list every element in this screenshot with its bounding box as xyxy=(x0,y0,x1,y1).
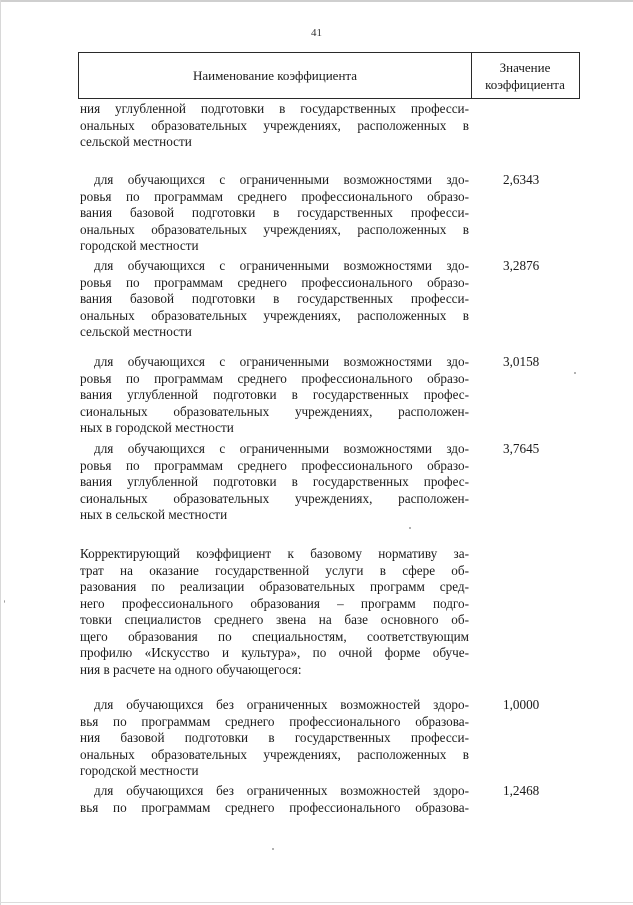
row-text-line: сельской местности xyxy=(80,134,192,149)
table-row xyxy=(80,783,469,816)
table-row xyxy=(80,354,469,437)
table-row xyxy=(80,697,469,780)
row-text-line: городской местности xyxy=(80,238,199,253)
row-text-line: вья по программам среднего профессионального образова- xyxy=(80,799,469,815)
row-text-line: ональных образовательных учреждениях, расположенных в xyxy=(80,746,469,762)
scan-speck xyxy=(574,372,576,374)
table-row xyxy=(80,441,469,524)
row-text-line: вания углубленной подготовки в государственных профес- xyxy=(80,387,469,402)
row-text-line: сиональных образовательных учреждениях, расположен- xyxy=(80,490,469,506)
coefficient-value: 3,0158 xyxy=(503,354,540,369)
row-text-line: ровья по программам среднего профессионального образо- xyxy=(80,457,469,473)
coefficient-value: 1,0000 xyxy=(503,697,540,712)
row-text-line: ных в сельской местности xyxy=(80,507,228,522)
row-text-line: ональных образовательных учреждениях, расположенных в xyxy=(80,117,469,133)
table-row xyxy=(80,172,469,255)
scan-speck xyxy=(272,848,274,850)
row-text-line: него профессионального образования – программ подго- xyxy=(80,595,469,611)
header-value-line1: Значение xyxy=(499,59,551,75)
table-header xyxy=(78,52,580,99)
coefficient-value: 3,7645 xyxy=(503,441,540,456)
row-text-line: ональных образовательных учреждениях, расположенных в xyxy=(80,221,469,237)
row-text-line: ных в городской местности xyxy=(80,420,234,435)
row-text-line: городской местности xyxy=(80,763,199,778)
row-text-line: вания углубленной подготовки в государственных профес- xyxy=(80,474,469,489)
coefficient-value: 2,6343 xyxy=(503,172,540,187)
row-text-line: вья по программам среднего профессионального образова- xyxy=(80,713,469,729)
scan-edge-top xyxy=(0,0,633,2)
section-paragraph xyxy=(80,546,469,678)
table-row xyxy=(80,258,469,341)
row-text-line: ния базовой подготовки в государственных професси- xyxy=(80,730,469,745)
row-text-line: ровья по программам среднего профессионального образо- xyxy=(80,188,469,204)
row-text-line: ональных образовательных учреждениях, расположенных в xyxy=(80,307,469,323)
scan-edge-left xyxy=(0,0,1,905)
row-text-line: ровья по программам среднего профессионального образо- xyxy=(80,370,469,386)
scan-edge-bottom xyxy=(0,902,633,903)
row-text-line: сельской местности xyxy=(80,324,192,339)
row-text-line: щего образования по специальностям, соответствующим xyxy=(80,628,469,644)
header-value-line2: коэффициента xyxy=(485,76,565,92)
row-text-line: для обучающихся с ограниченными возможностями здо- xyxy=(94,354,469,369)
scan-speck xyxy=(4,600,5,603)
coefficient-value: 1,2468 xyxy=(503,783,540,798)
page-number: 41 xyxy=(311,27,322,39)
row-text-line: для обучающихся с ограниченными возможностями здо- xyxy=(94,172,469,187)
row-text-line: для обучающихся без ограниченных возможностей здоро- xyxy=(94,697,469,712)
row-text-line: профилю «Искусство и культура», по очной форме обуче- xyxy=(80,645,469,660)
row-text-line: Корректирующий коэффициент к базовому нормативу за- xyxy=(80,546,469,561)
row-text-line: ния углубленной подготовки в государственных професси- xyxy=(80,101,469,116)
row-text-line: разования по реализации образовательных программ сред- xyxy=(80,579,469,594)
row-text-line: ровья по программам среднего профессионального образо- xyxy=(80,274,469,290)
row-text-line: вания базовой подготовки в государственных професси- xyxy=(80,291,469,306)
header-name-column: Наименование коэффициента xyxy=(78,53,472,98)
header-value-column xyxy=(471,53,580,98)
table-row-continuation xyxy=(80,101,469,151)
row-text-line: трат на оказание государственной услуги в сфере об- xyxy=(80,562,469,578)
row-text-line: ния в расчете на одного обучающегося: xyxy=(80,661,302,677)
row-text-line: вания базовой подготовки в государственных професси- xyxy=(80,205,469,220)
row-text-line: товки специалистов среднего звена на базе основного об- xyxy=(80,612,469,627)
row-text-line: сиональных образовательных учреждениях, расположен- xyxy=(80,403,469,419)
coefficient-value: 3,2876 xyxy=(503,258,540,273)
row-text-line: для обучающихся без ограниченных возможностей здоро- xyxy=(94,783,469,798)
row-text-line: для обучающихся с ограниченными возможностями здо- xyxy=(94,258,469,273)
scan-speck xyxy=(409,527,411,529)
row-text-line: для обучающихся с ограниченными возможностями здо- xyxy=(94,441,469,456)
